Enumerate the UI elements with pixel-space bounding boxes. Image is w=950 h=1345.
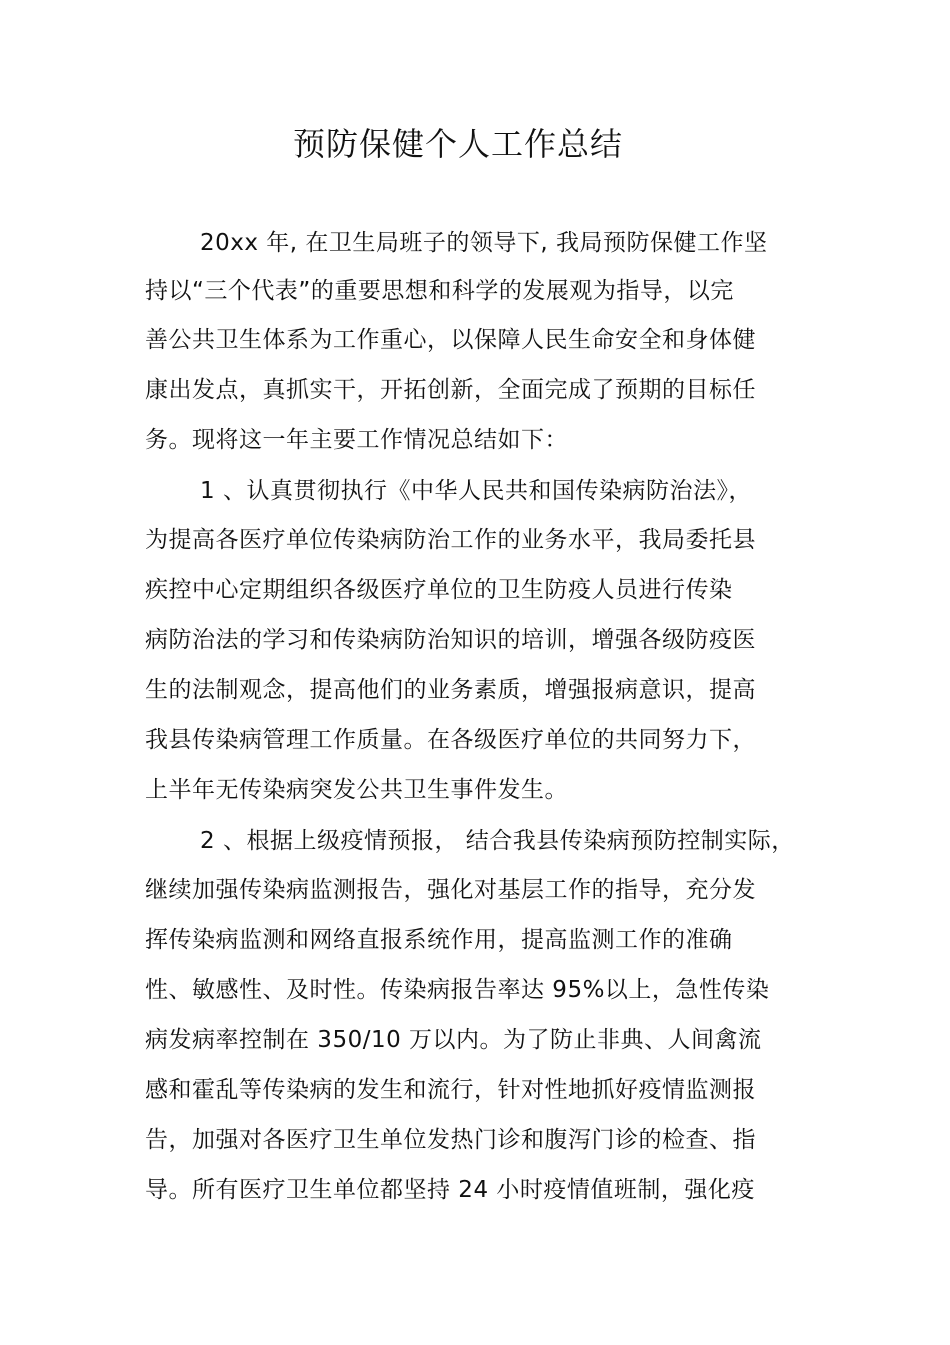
paragraph-line: 挥传染病监测和网络直报系统作用，提高监测工作的准确 bbox=[145, 927, 733, 953]
paragraph-line: 20xx 年, 在卫生局班子的领导下, 我局预防保健工作坚 bbox=[200, 230, 768, 256]
paragraph-line: 告，加强对各医疗卫生单位发热门诊和腹泻门诊的检查、指 bbox=[145, 1127, 756, 1153]
paragraph-line: 为提高各医疗单位传染病防治工作的业务水平，我局委托县 bbox=[145, 527, 756, 553]
paragraph-line: 继续加强传染病监测报告，强化对基层工作的指导，充分发 bbox=[145, 877, 756, 903]
paragraph-line: 我县传染病管理工作质量。在各级医疗单位的共同努力下， bbox=[145, 727, 756, 753]
paragraph-line: 病防治法的学习和传染病防治知识的培训，增强各级防疫医 bbox=[145, 627, 756, 653]
paragraph-line: 务。现将这一年主要工作情况总结如下： bbox=[145, 427, 568, 453]
paragraph-line: 2 、根据上级疫情预报， 结合我县传染病预防控制实际， bbox=[200, 828, 795, 854]
paragraph-line: 病发病率控制在 350/10 万以内。为了防止非典、人间禽流 bbox=[145, 1027, 762, 1053]
document-title: 预防保健个人工作总结 bbox=[292, 125, 623, 163]
paragraph-line: 感和霍乱等传染病的发生和流行，针对性地抓好疫情监测报 bbox=[145, 1077, 756, 1103]
paragraph-line: 性、敏感性、及时性。传染病报告率达 95%以上，急性传染 bbox=[145, 977, 770, 1003]
paragraph-line: 生的法制观念，提高他们的业务素质，增强报病意识，提高 bbox=[145, 677, 756, 703]
paragraph-line: 上半年无传染病突发公共卫生事件发生。 bbox=[145, 777, 568, 803]
paragraph-line: 疾控中心定期组织各级医疗单位的卫生防疫人员进行传染 bbox=[145, 577, 733, 603]
paragraph-line: 持以“三个代表”的重要思想和科学的发展观为指导，以完 bbox=[145, 278, 734, 304]
paragraph-line: 善公共卫生体系为工作重心，以保障人民生命安全和身体健 bbox=[145, 327, 756, 353]
paragraph-line: 1 、认真贯彻执行《中华人民共和国传染病防治法》， bbox=[200, 478, 752, 504]
paragraph-line: 康出发点，真抓实干，开拓创新，全面完成了预期的目标任 bbox=[145, 377, 756, 403]
paragraph-line: 导。所有医疗卫生单位都坚持 24 小时疫情值班制，强化疫 bbox=[145, 1177, 755, 1203]
